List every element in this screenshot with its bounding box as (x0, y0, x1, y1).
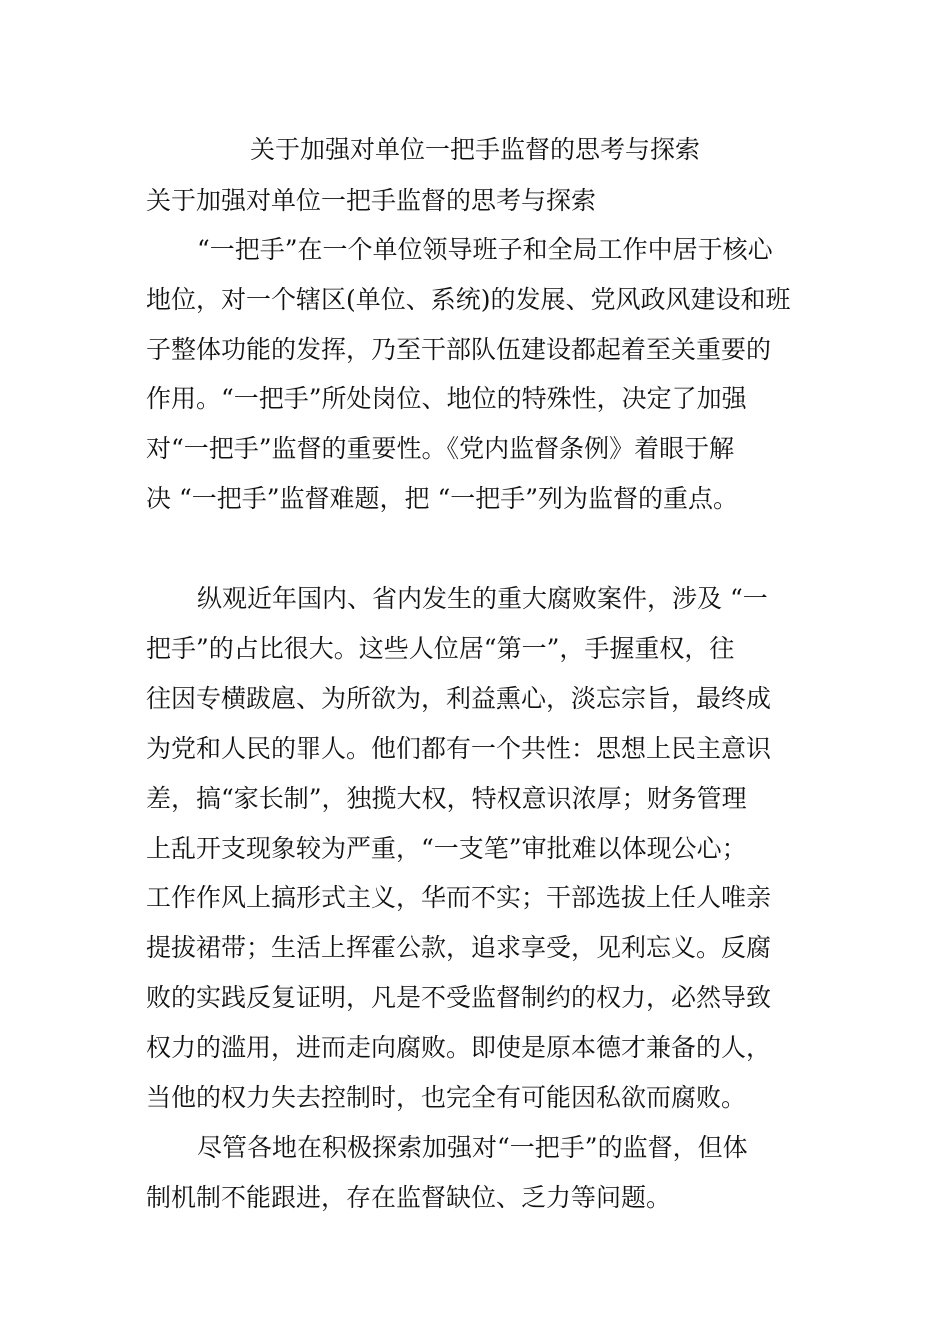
paragraph-3-line-1: 尽管各地在积极探索加强对“一把手”的监督，但体 (197, 1133, 748, 1162)
document-title: 关于加强对单位一把手监督的思考与探索 (249, 135, 700, 164)
paragraph-2-line-6: 上乱开支现象较为严重，“一支笔”审批难以体现公心； (146, 834, 747, 863)
paragraph-1-line-1: “一把手”在一个单位领导班子和全局工作中居于核心 (197, 235, 773, 264)
paragraph-2-line-2: 把手”的占比很大。这些人位居“第一”，手握重权，往 (146, 634, 735, 663)
paragraph-2-line-9: 败的实践反复证明，凡是不受监督制约的权力，必然导致 (146, 983, 772, 1012)
paragraph-1-line-3: 子整体功能的发挥，乃至干部队伍建设都起着至关重要的 (146, 335, 772, 364)
paragraph-2-line-3: 往因专横跋扈、为所欲为，利益熏心，淡忘宗旨，最终成 (146, 684, 772, 713)
paragraph-1-line-5: 对“一把手”监督的重要性。《党内监督条例》着眼于解 (146, 434, 735, 463)
paragraph-2-line-5: 差，搞“家长制”，独揽大权，特权意识浓厚；财务管理 (146, 784, 747, 813)
paragraph-1-line-2: 地位，对一个辖区(单位、系统)的发展、党风政风建设和班 (146, 285, 791, 314)
paragraph-1-line-6: 决 “一把手”监督难题，把 “一把手”列为监督的重点。 (146, 484, 739, 513)
paragraph-2-line-10: 权力的滥用，进而走向腐败。即使是原本德才兼备的人， (146, 1033, 772, 1062)
paragraph-2-line-8: 提拔裙带；生活上挥霍公款，追求享受，见利忘义。反腐 (146, 933, 772, 962)
document-subtitle: 关于加强对单位一把手监督的思考与探索 (146, 186, 597, 215)
paragraph-2-line-1: 纵观近年国内、省内发生的重大腐败案件，涉及 “一 (197, 584, 768, 613)
paragraph-2-line-4: 为党和人民的罪人。他们都有一个共性：思想上民主意识 (146, 734, 772, 763)
paragraph-1-line-4: 作用。“一把手”所处岗位、地位的特殊性，决定了加强 (146, 384, 747, 413)
paragraph-3-line-2: 制机制不能跟进，存在监督缺位、乏力等问题。 (146, 1183, 672, 1212)
paragraph-2-line-7: 工作作风上搞形式主义，华而不实；干部选拔上任人唯亲 (146, 883, 772, 912)
paragraph-2-line-11: 当他的权力失去控制时，也完全有可能因私欲而腐败。 (146, 1083, 747, 1112)
